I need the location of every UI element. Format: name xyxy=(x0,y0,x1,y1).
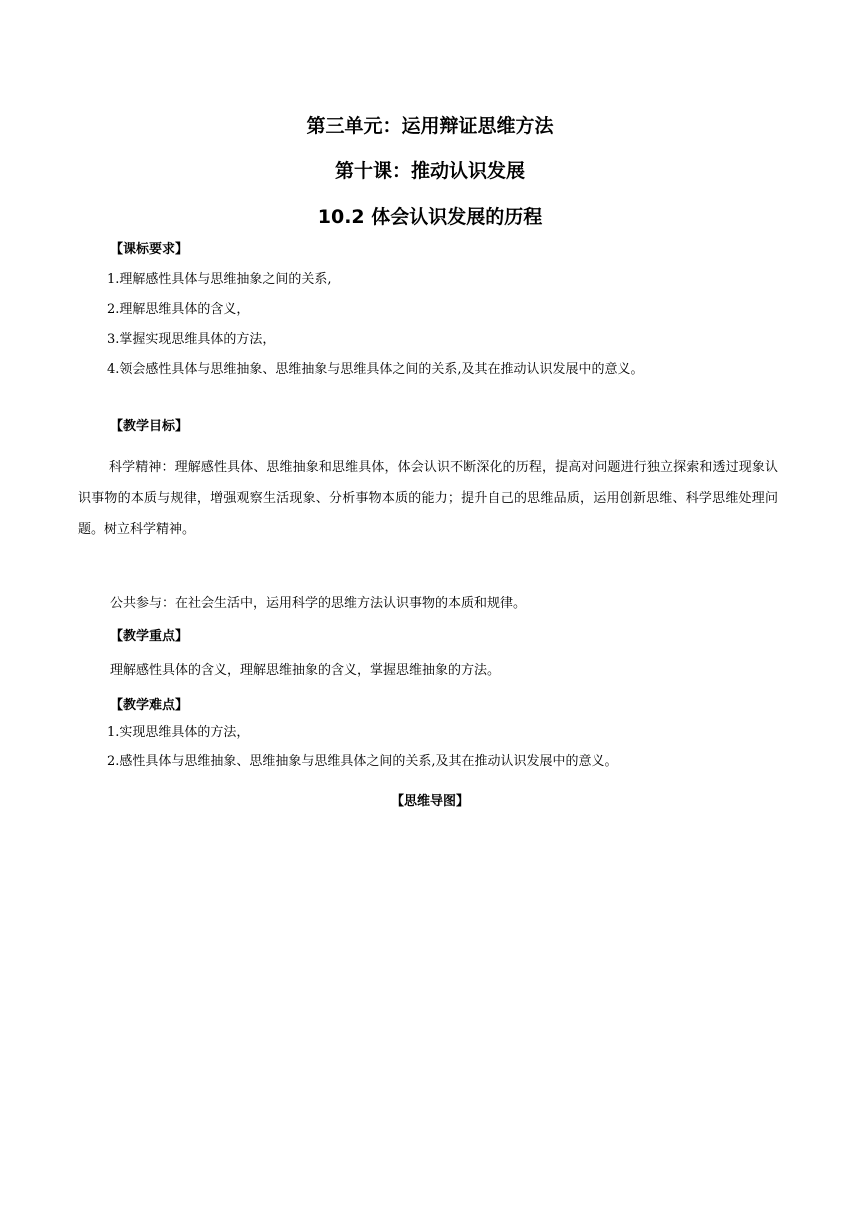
objectives-heading: 【教学目标】 xyxy=(110,419,189,434)
section-title: 10.2 体会认识发展的历程 xyxy=(317,206,543,228)
standards-item: 1.理解感性具体与思维抽象之间的关系, xyxy=(107,272,332,287)
standards-item: 3.掌握实现思维具体的方法， xyxy=(107,332,276,347)
standards-heading: 【课标要求】 xyxy=(110,242,189,257)
difficulties-item: 1.实现思维具体的方法， xyxy=(107,725,250,740)
objective-science-paragraph: 科学精神：理解感性具体、思维抽象和思维具体，体会认识不断深化的历程，提高对问题进行独立探索和透过现象认识事物的本质与规律，增强观察生活现象、分析事物本质的能力；提升自己的思维品质，运用创新思维、科学思维处理问题。树立科学精神。 xyxy=(78,460,778,537)
lesson-title: 第十课：推动认识发展 xyxy=(334,160,525,182)
key-points-heading: 【教学重点】 xyxy=(110,629,189,644)
standards-item: 2.理解思维具体的含义， xyxy=(107,302,250,317)
difficulties-item: 2.感性具体与思维抽象、思维抽象与思维具体之间的关系,及其在推动认识发展中的意义。 xyxy=(107,754,618,769)
objective-public-line: 公共参与：在社会生活中，运用科学的思维方法认识事物的本质和规律。 xyxy=(110,596,527,611)
key-points-text: 理解感性具体的含义，理解思维抽象的含义，掌握思维抽象的方法。 xyxy=(110,663,501,678)
mind-map-heading: 【思维导图】 xyxy=(390,794,469,809)
standards-item: 4.领会感性具体与思维抽象、思维抽象与思维具体之间的关系,及其在推动认识发展中的意义。 xyxy=(107,362,644,377)
unit-title: 第三单元：运用辩证思维方法 xyxy=(306,115,554,137)
difficulties-heading: 【教学难点】 xyxy=(110,698,189,713)
